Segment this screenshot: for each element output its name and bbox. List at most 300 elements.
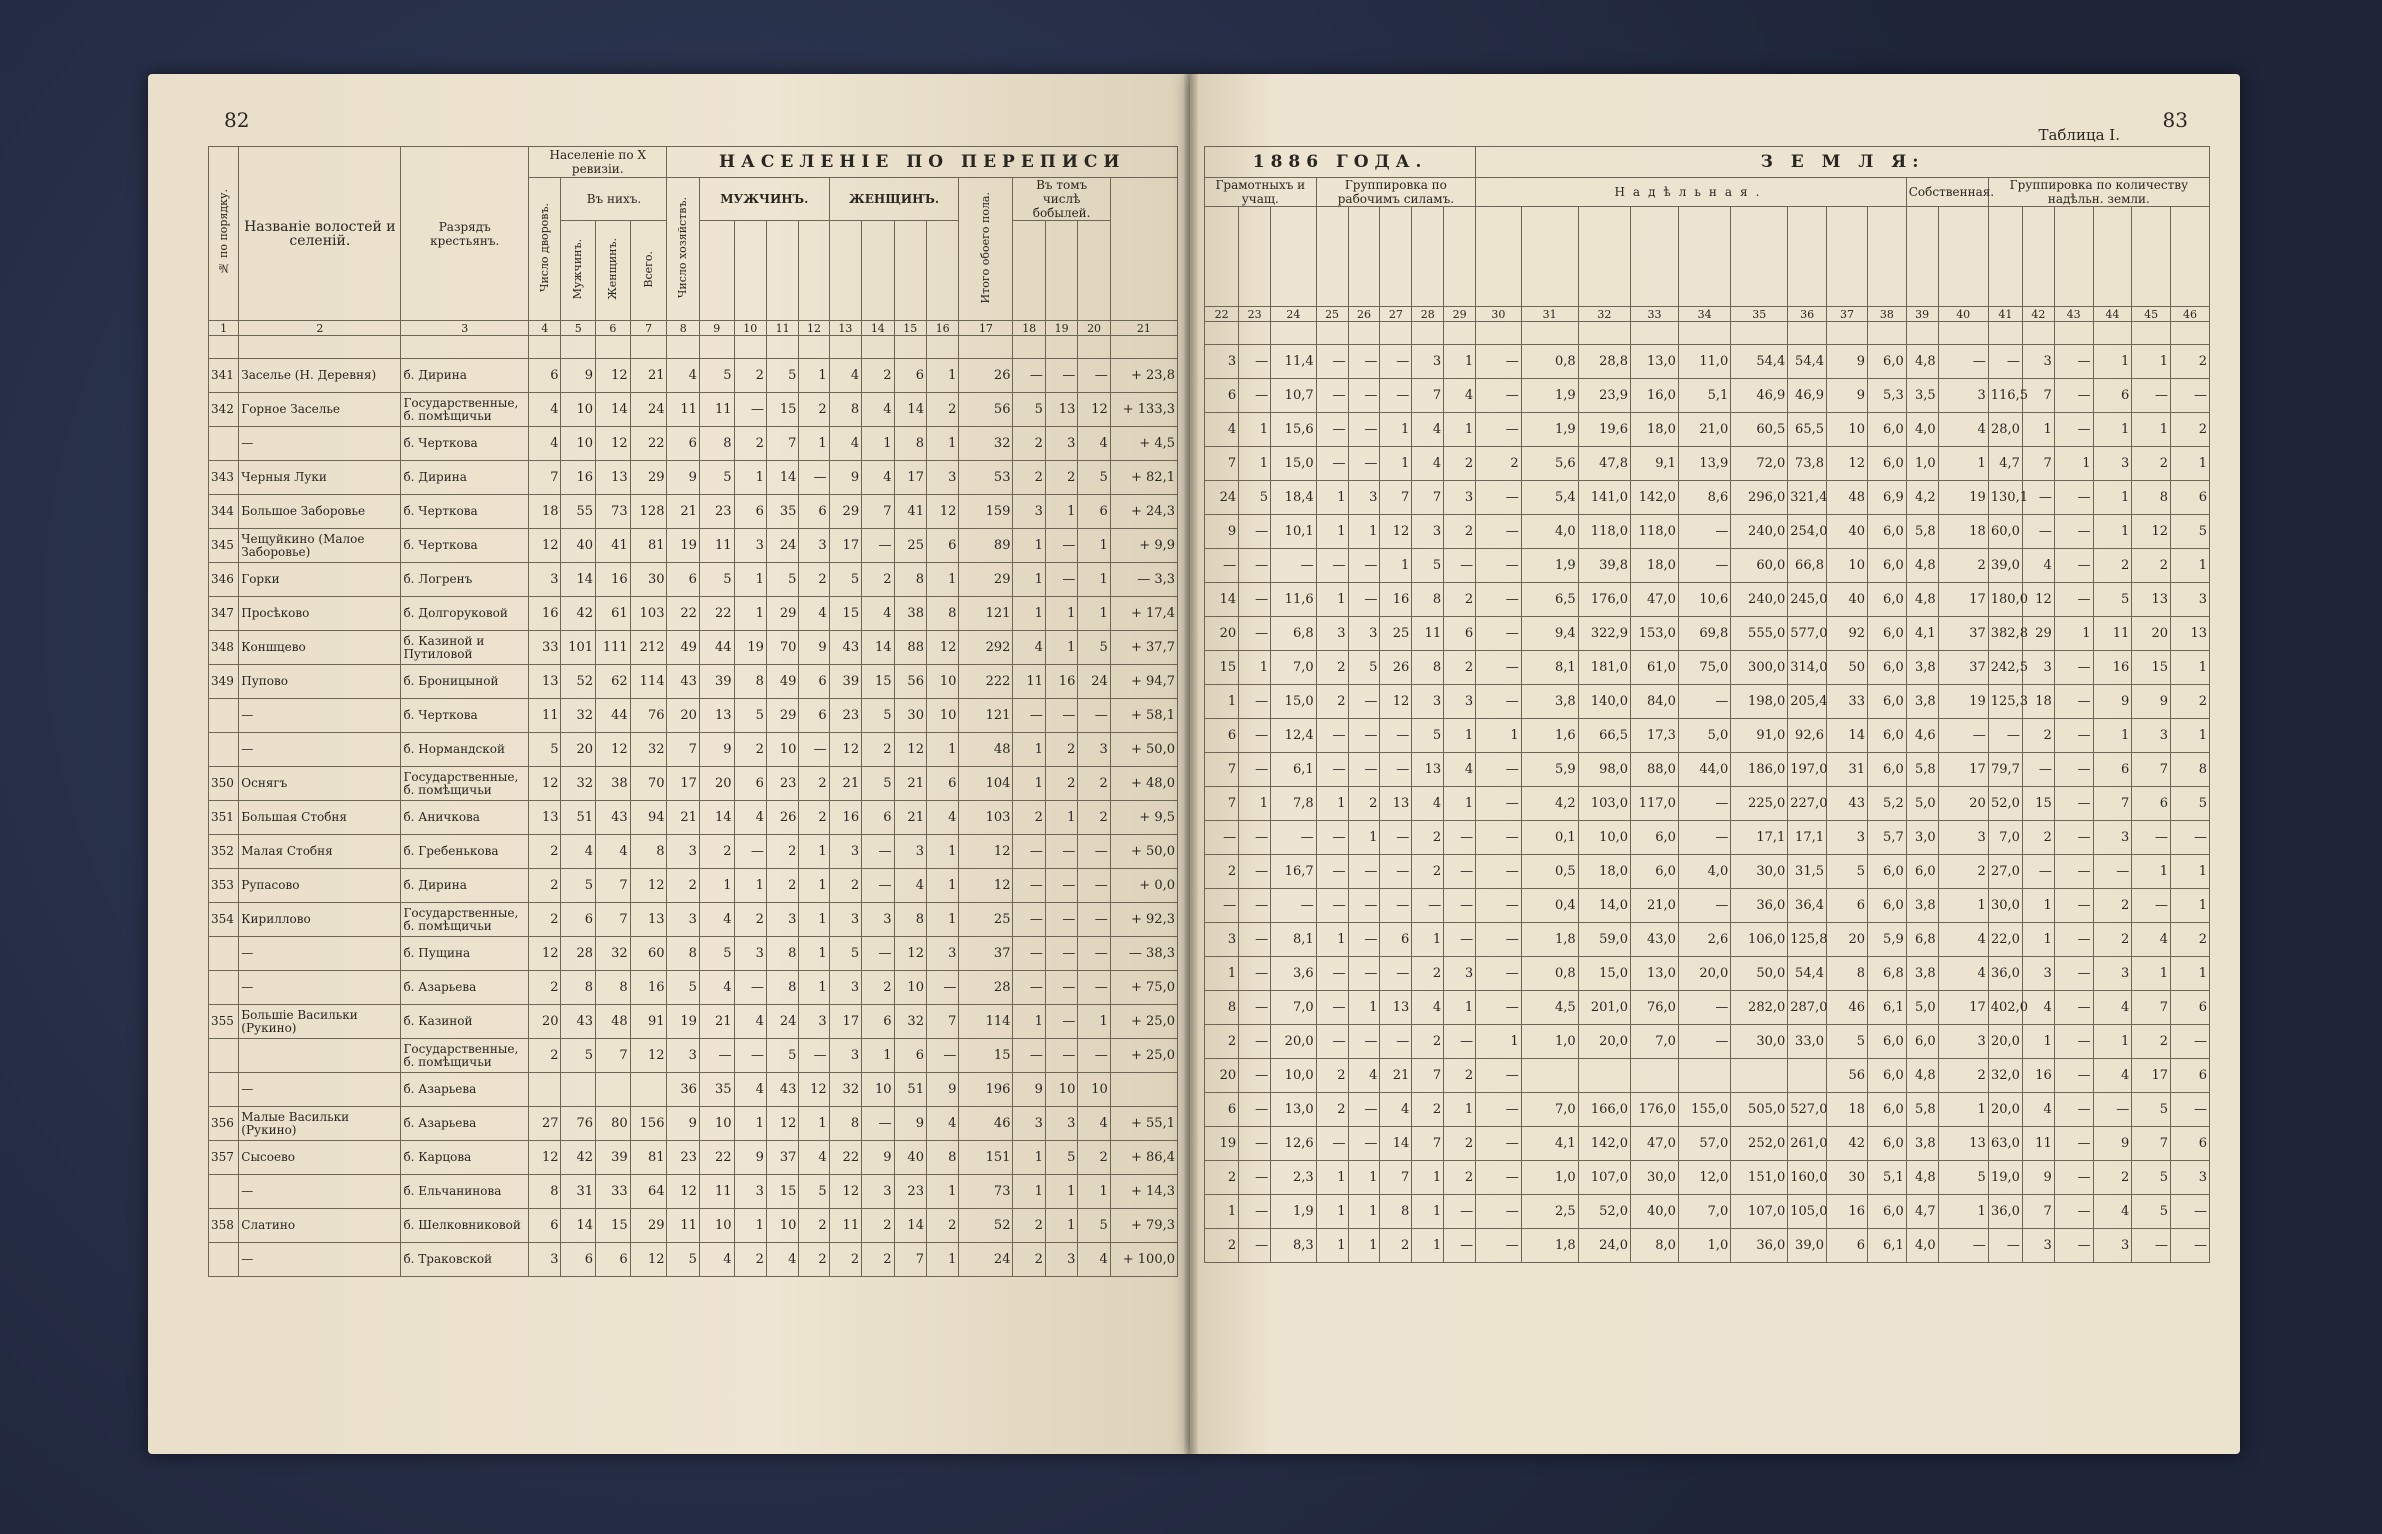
table-cell: 44 xyxy=(596,699,631,733)
table-cell: 382,8 xyxy=(1988,617,2022,651)
table-cell: 252,0 xyxy=(1731,1127,1788,1161)
settlement-name: Сысоево xyxy=(239,1141,401,1175)
peasant-category: б. Казиной и Путиловой xyxy=(401,631,529,665)
table-cell: 5,3 xyxy=(1868,379,1907,413)
table-cell: — xyxy=(2132,821,2171,855)
table-cell: — xyxy=(2054,413,2093,447)
table-cell: 8 xyxy=(926,597,958,631)
table-cell: 12 xyxy=(1380,515,1412,549)
settlement-name: Заселье (Н. Деревня) xyxy=(239,359,401,393)
table-cell: — xyxy=(1444,1195,1476,1229)
table-cell: + 14,3 xyxy=(1110,1175,1177,1209)
table-cell: 9 xyxy=(1013,1073,1045,1107)
table-cell: 20,0 xyxy=(1678,957,1730,991)
table-cell: 1 xyxy=(734,869,766,903)
table-cell: 1 xyxy=(926,427,958,461)
table-row xyxy=(1205,379,2210,413)
table-cell: 4 xyxy=(2093,1195,2132,1229)
table-cell: 1 xyxy=(1013,1175,1045,1209)
table-cell: 5,1 xyxy=(1868,1161,1907,1195)
table-cell: 37 xyxy=(766,1141,798,1175)
table-cell: 12 xyxy=(894,733,926,767)
table-cell: 2 xyxy=(829,1243,861,1277)
table-cell: 73 xyxy=(596,495,631,529)
table-cell: — xyxy=(1239,549,1271,583)
table-cell: 8 xyxy=(699,427,734,461)
table-cell: 4,8 xyxy=(1906,1161,1938,1195)
table-cell: 5 xyxy=(561,1039,596,1073)
table-cell: — xyxy=(1476,379,1522,413)
table-cell: 1 xyxy=(2171,957,2210,991)
table-cell: 14 xyxy=(862,631,894,665)
table-cell: 13,9 xyxy=(1678,447,1730,481)
table-cell: 2,5 xyxy=(1521,1195,1578,1229)
table-cell: 6 xyxy=(667,563,699,597)
table-cell: 2 xyxy=(1045,461,1077,495)
table-cell: 1 xyxy=(734,597,766,631)
table-cell: 4 xyxy=(529,427,561,461)
table-cell: 19 xyxy=(1938,685,1988,719)
table-cell: 21 xyxy=(894,767,926,801)
table-cell: 9 xyxy=(894,1107,926,1141)
table-cell: 7 xyxy=(2132,991,2171,1025)
table-cell: 14 xyxy=(766,461,798,495)
table-cell: 9 xyxy=(1827,379,1868,413)
table-cell: 40 xyxy=(894,1141,926,1175)
table-row xyxy=(209,563,1178,597)
table-cell: 12 xyxy=(799,1073,829,1107)
column-number: 5 xyxy=(561,321,596,336)
table-cell: 21 xyxy=(1380,1059,1412,1093)
table-cell: 1 xyxy=(1078,563,1110,597)
table-row xyxy=(1205,753,2210,787)
table-cell: + 25,0 xyxy=(1110,1039,1177,1073)
table-cell: 4 xyxy=(1348,1059,1380,1093)
column-number: 9 xyxy=(699,321,734,336)
row-number xyxy=(209,427,239,461)
table-row xyxy=(1205,1059,2210,1093)
table-cell: 322,9 xyxy=(1578,617,1630,651)
table-cell: — xyxy=(1239,1059,1271,1093)
header-group-size: Группировка по количеству надѣльн. земли. xyxy=(1988,178,2209,207)
table-cell: 1 xyxy=(1205,1195,1239,1229)
table-cell: 6,0 xyxy=(1631,855,1679,889)
table-cell: 6,0 xyxy=(1868,447,1907,481)
table-cell: — xyxy=(2054,855,2093,889)
table-cell: 2 xyxy=(1444,1127,1476,1161)
table-cell: 10 xyxy=(1078,1073,1110,1107)
table-cell: 4 xyxy=(926,801,958,835)
page-number-left: 82 xyxy=(224,108,250,132)
table-cell: 2 xyxy=(1412,821,1444,855)
table-cell: 14 xyxy=(596,393,631,427)
table-cell: 2 xyxy=(529,835,561,869)
table-cell: — xyxy=(1348,719,1380,753)
table-cell: 22,0 xyxy=(1988,923,2022,957)
table-cell: 4,8 xyxy=(1906,583,1938,617)
table-cell: 1 xyxy=(2132,855,2171,889)
table-cell: — xyxy=(1476,787,1522,821)
table-cell: 1 xyxy=(1078,597,1110,631)
table-cell: 32 xyxy=(561,767,596,801)
table-cell: — xyxy=(1239,1195,1271,1229)
table-cell: 4,2 xyxy=(1906,481,1938,515)
table-cell: 10,7 xyxy=(1271,379,1317,413)
table-cell: 2 xyxy=(1078,801,1110,835)
table-cell: 6,0 xyxy=(1906,1025,1938,1059)
table-cell: 4 xyxy=(1938,923,1988,957)
row-number: 347 xyxy=(209,597,239,631)
table-cell: 13 xyxy=(596,461,631,495)
table-cell: 7,0 xyxy=(1271,991,1317,1025)
table-row xyxy=(209,1107,1178,1141)
table-cell: 22 xyxy=(699,1141,734,1175)
table-cell: 5,8 xyxy=(1906,1093,1938,1127)
table-cell: 3 xyxy=(2171,1161,2210,1195)
table-cell: + 25,0 xyxy=(1110,1005,1177,1039)
table-cell: 6 xyxy=(2171,481,2210,515)
table-cell: 2 xyxy=(2093,923,2132,957)
table-cell: 1 xyxy=(1045,801,1077,835)
row-number: 351 xyxy=(209,801,239,835)
table-cell: 2 xyxy=(734,427,766,461)
table-row xyxy=(209,1039,1178,1073)
table-cell: 9 xyxy=(1827,345,1868,379)
table-cell: 7 xyxy=(926,1005,958,1039)
table-cell: 9 xyxy=(829,461,861,495)
table-cell: 19 xyxy=(1938,481,1988,515)
table-cell: 21 xyxy=(894,801,926,835)
table-cell: 4,2 xyxy=(1521,787,1578,821)
column-number: 33 xyxy=(1631,307,1679,322)
header-dvory: Число дворовъ. xyxy=(537,202,551,293)
table-cell: — xyxy=(1045,529,1077,563)
table-cell: 43,0 xyxy=(1631,923,1679,957)
table-row xyxy=(1205,1161,2210,1195)
table-cell: 23 xyxy=(766,767,798,801)
table-cell: 2 xyxy=(529,869,561,903)
table-cell: 5 xyxy=(799,1175,829,1209)
table-cell: 5 xyxy=(561,869,596,903)
table-cell: 10 xyxy=(699,1107,734,1141)
table-cell: 1 xyxy=(1316,787,1348,821)
table-cell: 142,0 xyxy=(1578,1127,1630,1161)
table-cell: — xyxy=(1078,359,1110,393)
header-of-them: Въ нихъ. xyxy=(561,178,667,221)
table-cell: 36,0 xyxy=(1731,889,1788,923)
table-row xyxy=(1205,923,2210,957)
row-number: 355 xyxy=(209,1005,239,1039)
settlement-name: Чещуйкино (Малое Заборовье) xyxy=(239,529,401,563)
table-cell: — xyxy=(1380,957,1412,991)
table-cell: 6 xyxy=(1078,495,1110,529)
table-cell: 3 xyxy=(1938,379,1988,413)
table-cell: 54,4 xyxy=(1788,345,1827,379)
table-cell: 1 xyxy=(1444,1093,1476,1127)
table-cell: 2 xyxy=(734,1243,766,1277)
table-cell: 11 xyxy=(667,1209,699,1243)
table-cell: 6 xyxy=(2171,1059,2210,1093)
table-cell: 296,0 xyxy=(1731,481,1788,515)
table-cell: 7 xyxy=(596,1039,631,1073)
table-cell: 4 xyxy=(596,835,631,869)
table-cell: 3 xyxy=(829,971,861,1005)
table-cell: 8 xyxy=(630,835,667,869)
table-cell: 4 xyxy=(1380,1093,1412,1127)
table-cell: — xyxy=(1239,719,1271,753)
table-cell: 104 xyxy=(959,767,1013,801)
table-cell: — xyxy=(2171,379,2210,413)
table-cell: 6,0 xyxy=(1868,719,1907,753)
table-cell: 6,0 xyxy=(1868,617,1907,651)
column-number: 20 xyxy=(1078,321,1110,336)
table-cell: 28 xyxy=(561,937,596,971)
table-cell: 4 xyxy=(862,393,894,427)
table-cell: — xyxy=(1316,345,1348,379)
table-cell: 3 xyxy=(1444,957,1476,991)
table-cell: — xyxy=(1239,1127,1271,1161)
table-cell: 3 xyxy=(2022,957,2054,991)
settlement-name: Горки xyxy=(239,563,401,597)
table-cell: — xyxy=(1316,413,1348,447)
table-cell: — xyxy=(1476,957,1522,991)
table-cell: — xyxy=(1316,1025,1348,1059)
table-cell: 3 xyxy=(829,903,861,937)
table-cell: 1,8 xyxy=(1521,923,1578,957)
table-row xyxy=(209,1005,1178,1039)
table-cell: 8 xyxy=(766,937,798,971)
table-cell: 6 xyxy=(2171,1127,2210,1161)
table-cell: 13 xyxy=(1380,787,1412,821)
table-cell: 4 xyxy=(734,801,766,835)
table-cell xyxy=(1678,1059,1730,1093)
table-cell: — xyxy=(2054,1229,2093,1263)
table-cell: 7 xyxy=(1380,1161,1412,1195)
table-cell: — xyxy=(1476,1059,1522,1093)
table-cell: 57,0 xyxy=(1678,1127,1730,1161)
row-number: 343 xyxy=(209,461,239,495)
table-cell: 1,9 xyxy=(1521,413,1578,447)
table-cell: 2 xyxy=(862,733,894,767)
table-cell: 1,0 xyxy=(1521,1025,1578,1059)
table-cell: 33 xyxy=(596,1175,631,1209)
table-cell: 24 xyxy=(1205,481,1239,515)
table-cell: 1 xyxy=(2093,481,2132,515)
table-cell: 1 xyxy=(2093,515,2132,549)
table-cell: 4 xyxy=(699,1243,734,1277)
table-cell: 5 xyxy=(1348,651,1380,685)
table-cell: — xyxy=(1678,515,1730,549)
table-cell: 24 xyxy=(1078,665,1110,699)
table-cell: 14 xyxy=(561,563,596,597)
table-cell: 166,0 xyxy=(1578,1093,1630,1127)
table-cell: 5 xyxy=(699,563,734,597)
table-cell: 176,0 xyxy=(1578,583,1630,617)
table-cell: 20 xyxy=(529,1005,561,1039)
table-cell: 4 xyxy=(734,1073,766,1107)
table-cell: 1 xyxy=(1380,549,1412,583)
table-cell: 300,0 xyxy=(1731,651,1788,685)
table-cell: — xyxy=(1239,889,1271,923)
table-cell: — xyxy=(1476,1229,1522,1263)
table-cell: 3 xyxy=(2093,957,2132,991)
table-cell: 1 xyxy=(734,461,766,495)
table-cell: — xyxy=(2054,923,2093,957)
table-cell: 1 xyxy=(2171,549,2210,583)
table-cell: 8 xyxy=(766,971,798,1005)
column-number: 6 xyxy=(596,321,631,336)
table-cell: 19 xyxy=(1205,1127,1239,1161)
table-cell: 2 xyxy=(766,835,798,869)
table-cell: 1 xyxy=(1444,991,1476,1025)
table-cell: 21 xyxy=(630,359,667,393)
table-cell: 15 xyxy=(862,665,894,699)
table-cell: 3 xyxy=(1078,733,1110,767)
table-cell: — xyxy=(2054,1093,2093,1127)
table-cell: 6 xyxy=(862,1005,894,1039)
table-cell: — xyxy=(1348,1127,1380,1161)
row-number: 342 xyxy=(209,393,239,427)
table-cell: 3 xyxy=(1938,1025,1988,1059)
table-cell: 13 xyxy=(529,665,561,699)
row-number: 354 xyxy=(209,903,239,937)
table-cell: — xyxy=(1476,413,1522,447)
table-cell: 13 xyxy=(1045,393,1077,427)
table-cell: 30,0 xyxy=(1731,1025,1788,1059)
table-cell: 4 xyxy=(1938,957,1988,991)
row-number: 358 xyxy=(209,1209,239,1243)
table-cell: 6 xyxy=(1380,923,1412,957)
table-cell: 12 xyxy=(2132,515,2171,549)
table-cell: 5 xyxy=(2132,1195,2171,1229)
table-cell: 13 xyxy=(630,903,667,937)
peasant-category: б. Нормандской xyxy=(401,733,529,767)
table-cell: 4,1 xyxy=(1521,1127,1578,1161)
table-cell: 7,0 xyxy=(1988,821,2022,855)
table-row xyxy=(209,903,1178,937)
table-cell: 9 xyxy=(2132,685,2171,719)
table-cell: 10 xyxy=(1827,549,1868,583)
table-cell: 5 xyxy=(529,733,561,767)
table-cell: — xyxy=(1444,889,1476,923)
table-cell: — xyxy=(1348,889,1380,923)
table-cell: 17 xyxy=(894,461,926,495)
table-cell: — xyxy=(2093,1093,2132,1127)
table-cell: 3 xyxy=(829,835,861,869)
column-number: 1 xyxy=(209,321,239,336)
table-cell: 101 xyxy=(561,631,596,665)
peasant-category: б. Азарьева xyxy=(401,1073,529,1107)
table-cell: 2,6 xyxy=(1678,923,1730,957)
table-cell: 24 xyxy=(766,1005,798,1039)
table-cell: 35 xyxy=(766,495,798,529)
row-number: 350 xyxy=(209,767,239,801)
table-cell: 40 xyxy=(1827,583,1868,617)
table-cell: 47,8 xyxy=(1578,447,1630,481)
table-cell: — xyxy=(1678,821,1730,855)
table-cell: 1 xyxy=(926,903,958,937)
table-cell: 2 xyxy=(734,733,766,767)
table-cell: 2 xyxy=(1013,461,1045,495)
table-cell: 1 xyxy=(799,835,829,869)
table-cell: 3 xyxy=(829,1039,861,1073)
table-cell: 4 xyxy=(529,393,561,427)
table-cell: — xyxy=(1239,345,1271,379)
table-cell: 142,0 xyxy=(1631,481,1679,515)
table-cell: 2,3 xyxy=(1271,1161,1317,1195)
peasant-category: Государственные, б. помѣщичьи xyxy=(401,1039,529,1073)
table-cell: 8 xyxy=(1205,991,1239,1025)
table-cell: 4 xyxy=(2093,991,2132,1025)
table-cell: 1 xyxy=(1444,719,1476,753)
table-cell: 3 xyxy=(766,903,798,937)
table-cell: 1 xyxy=(2093,719,2132,753)
table-cell: 2 xyxy=(1205,855,1239,889)
table-cell: 5 xyxy=(2093,583,2132,617)
table-cell: 1 xyxy=(1348,991,1380,1025)
settlement-name: Большая Стобня xyxy=(239,801,401,835)
table-cell: 2 xyxy=(1205,1025,1239,1059)
table-cell: 5,4 xyxy=(1521,481,1578,515)
table-cell: 16 xyxy=(2093,651,2132,685)
table-cell: 1 xyxy=(1078,1005,1110,1039)
table-cell: 2 xyxy=(799,563,829,597)
table-cell: 6 xyxy=(894,359,926,393)
table-cell: 114 xyxy=(959,1005,1013,1039)
table-cell: — xyxy=(1348,379,1380,413)
table-cell: 105,0 xyxy=(1788,1195,1827,1229)
table-cell: — xyxy=(1013,359,1045,393)
table-cell: 3 xyxy=(2093,1229,2132,1263)
table-cell: 15,0 xyxy=(1271,685,1317,719)
table-cell: 2 xyxy=(1444,447,1476,481)
table-cell xyxy=(1788,1059,1827,1093)
table-cell: 32 xyxy=(596,937,631,971)
table-cell: 61 xyxy=(596,597,631,631)
table-cell: 5,8 xyxy=(1906,515,1938,549)
table-cell: — xyxy=(1316,1127,1348,1161)
table-cell: — xyxy=(2022,753,2054,787)
table-cell: 1,0 xyxy=(1521,1161,1578,1195)
table-cell: — xyxy=(1045,903,1077,937)
table-cell: 1 xyxy=(799,869,829,903)
table-row xyxy=(209,835,1178,869)
table-cell: — xyxy=(1678,991,1730,1025)
table-cell: 16 xyxy=(630,971,667,1005)
table-cell: — xyxy=(1013,835,1045,869)
table-cell: — xyxy=(1348,753,1380,787)
table-cell xyxy=(1578,1059,1630,1093)
table-cell: 43 xyxy=(596,801,631,835)
table-cell: 6 xyxy=(1827,1229,1868,1263)
peasant-category: б. Траковской xyxy=(401,1243,529,1277)
table-row xyxy=(1205,957,2210,991)
table-cell: 16 xyxy=(529,597,561,631)
table-cell: 6 xyxy=(926,767,958,801)
table-cell: 3 xyxy=(734,937,766,971)
table-cell: 2 xyxy=(667,869,699,903)
row-number xyxy=(209,1175,239,1209)
table-cell: — xyxy=(1380,379,1412,413)
census-table-right xyxy=(1204,146,2210,1263)
table-cell: 10 xyxy=(926,665,958,699)
table-cell: 8 xyxy=(2171,753,2210,787)
table-cell: 14 xyxy=(894,1209,926,1243)
table-cell: 225,0 xyxy=(1731,787,1788,821)
table-cell: 5 xyxy=(829,937,861,971)
table-cell: — xyxy=(1476,991,1522,1025)
table-cell: 6 xyxy=(1444,617,1476,651)
